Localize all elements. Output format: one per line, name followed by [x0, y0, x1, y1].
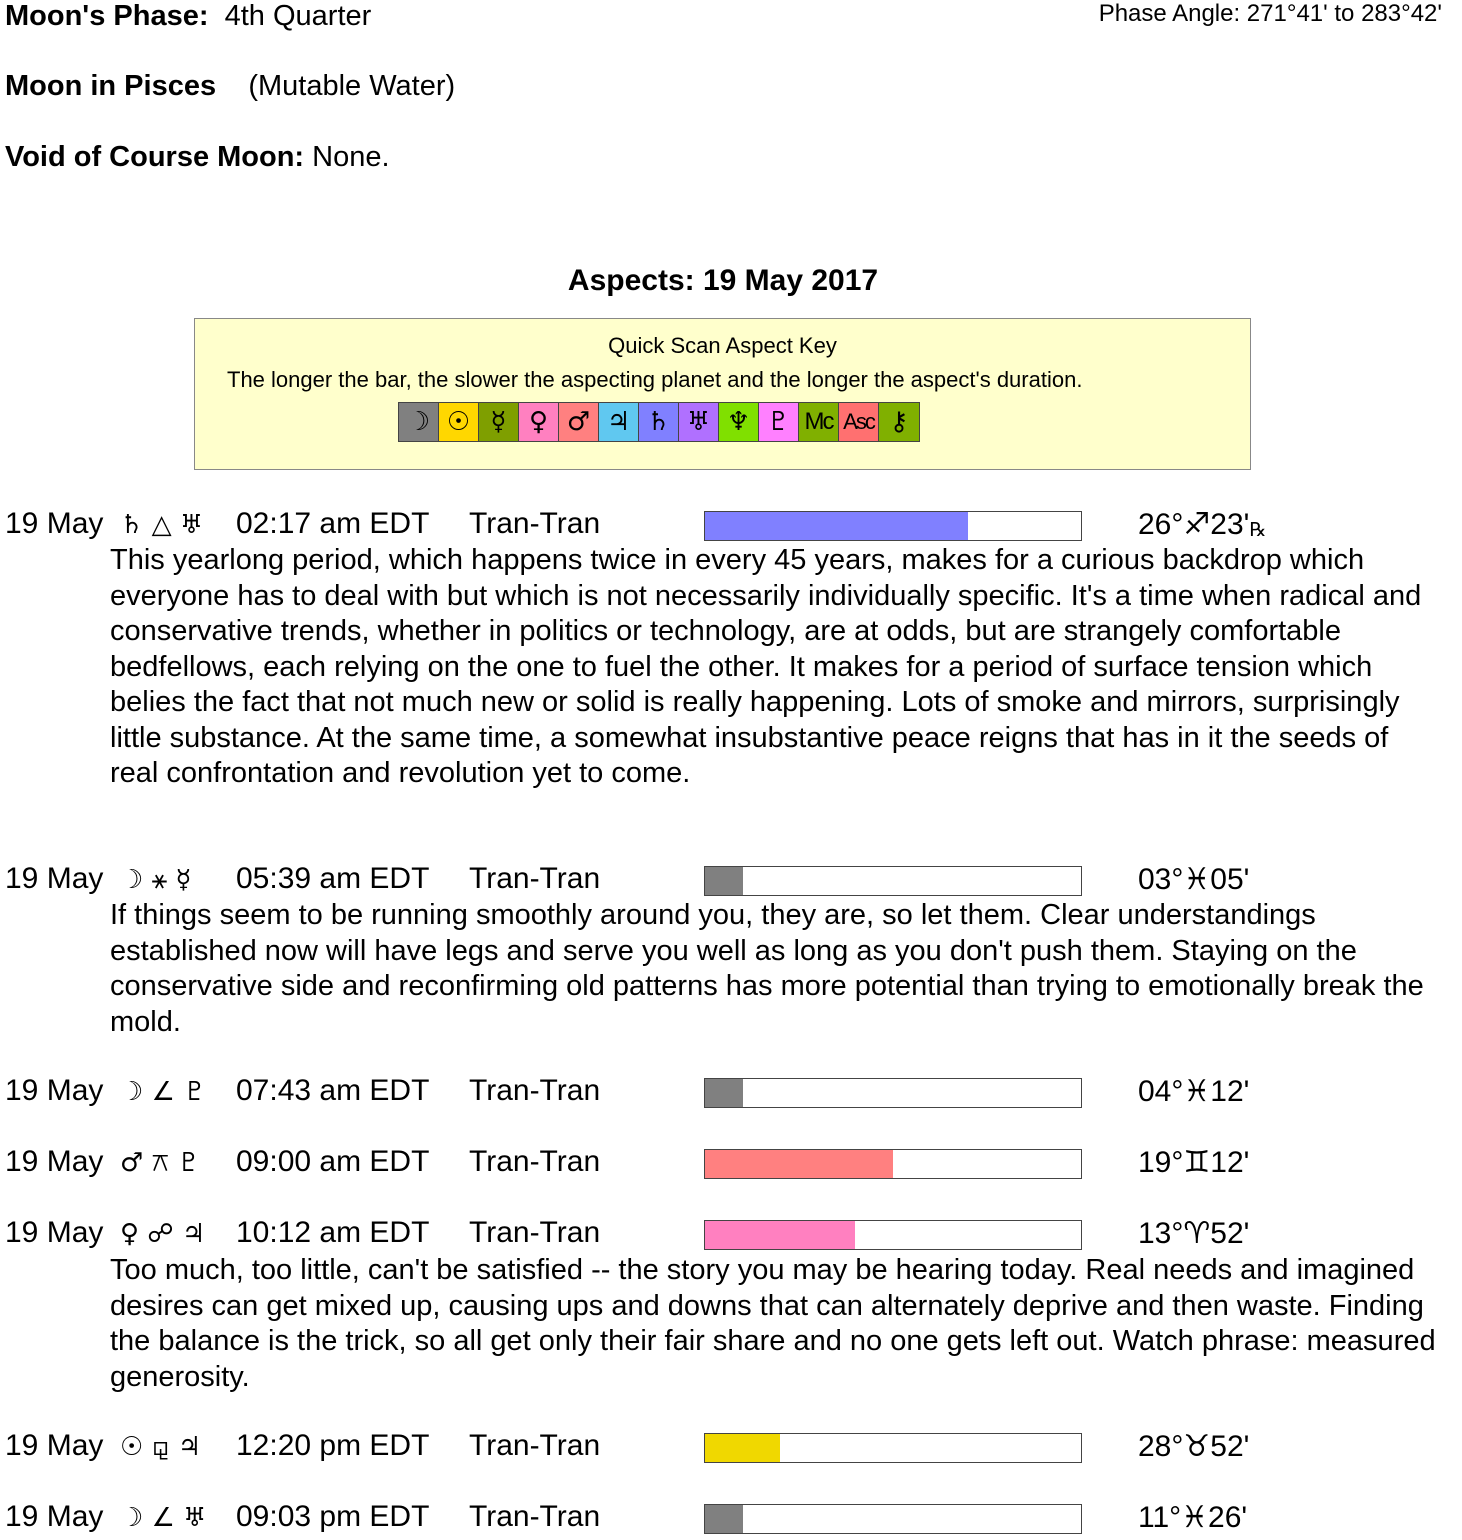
moon-phase — [5, 0, 371, 33]
moon-sign-value: (Mutable Water) — [248, 70, 456, 102]
jupiter-key-icon: ♃ — [599, 403, 639, 441]
duration-bar-fill — [705, 512, 968, 540]
aspect-key-box — [194, 318, 1251, 470]
aspect-row — [0, 862, 1462, 902]
aspect-row — [0, 1145, 1462, 1185]
aspect-position-text: 04°♓12' — [1138, 1075, 1250, 1108]
aspect-position-text: 19°♊12' — [1138, 1146, 1250, 1179]
aspect-position-text: 13°♈52' — [1138, 1217, 1250, 1250]
aspect-glyphs: ☽ ⚹ ☿ — [120, 865, 192, 895]
aspect-position — [1138, 1074, 1249, 1109]
duration-bar — [704, 1220, 1082, 1250]
aspect-date: 19 May — [5, 862, 104, 895]
void-of-course-value: None. — [312, 141, 390, 173]
aspect-position-text: 28°♉52' — [1138, 1430, 1250, 1463]
duration-bar — [704, 1504, 1082, 1534]
aspect-time: 07:43 am EDT — [236, 1074, 430, 1107]
aspect-glyphs: ♄ △ ♅ — [120, 510, 204, 540]
aspect-type: Tran-Tran — [469, 507, 601, 540]
void-of-course — [5, 141, 390, 174]
aspect-type: Tran-Tran — [469, 1500, 601, 1533]
chiron-key-icon: ⚷ — [879, 403, 919, 441]
aspect-glyphs: ♀ ☍ ♃ — [120, 1219, 206, 1249]
aspect-time: 05:39 am EDT — [236, 862, 430, 895]
aspect-date: 19 May — [5, 1429, 104, 1462]
retrograde-icon: ℞ — [1249, 520, 1267, 541]
pluto-key-icon: ♇ — [759, 403, 799, 441]
aspect-row — [0, 1500, 1462, 1540]
duration-bar — [704, 1149, 1082, 1179]
duration-bar — [704, 1433, 1082, 1463]
sun-key-icon: ☉ — [439, 403, 479, 441]
aspect-type: Tran-Tran — [469, 862, 601, 895]
moon-sign-label: Moon in Pisces — [5, 70, 217, 102]
aspect-description: Too much, too little, can't be satisfied -- the story you may be hearing today. Real needs and imagined desires can get mixed up, causing ups and downs that can alternately deprive and then waste. Finding the balance is the trick, so all get only their fair share and no one gets left out. Watch phrase: measured generosity. — [110, 1254, 1436, 1393]
mercury-key-icon: ☿ — [479, 403, 519, 441]
aspect-position — [1138, 862, 1249, 897]
aspect-position — [1138, 1145, 1249, 1180]
aspect-glyphs: ♂ ⚻ ♇ — [120, 1148, 201, 1178]
aspect-key-title: Quick Scan Aspect Key — [608, 333, 837, 358]
aspect-time: 09:03 pm EDT — [236, 1500, 430, 1533]
aspect-type: Tran-Tran — [469, 1145, 601, 1178]
aspect-row — [0, 1216, 1462, 1256]
ascendant-key-icon: Asc — [839, 403, 879, 441]
aspect-type: Tran-Tran — [469, 1429, 601, 1462]
duration-bar — [704, 1078, 1082, 1108]
aspect-position — [1138, 507, 1266, 542]
duration-bar-fill — [705, 1221, 855, 1249]
aspect-date: 19 May — [5, 1145, 104, 1178]
duration-bar-fill — [705, 1434, 780, 1462]
aspect-key-description: The longer the bar, the slower the aspecting planet and the longer the aspect's duration. — [227, 367, 1083, 392]
neptune-key-icon: ♆ — [719, 403, 759, 441]
aspect-row — [0, 1074, 1462, 1114]
aspect-position-text: 26°♐23' — [1138, 508, 1250, 541]
aspect-glyphs: ☽ ∠ ♅ — [120, 1503, 207, 1533]
aspect-position — [1138, 1500, 1247, 1535]
aspect-type: Tran-Tran — [469, 1074, 601, 1107]
moon-sign — [5, 70, 455, 103]
duration-bar-fill — [705, 1079, 743, 1107]
aspect-key-strip — [398, 402, 920, 442]
aspect-position — [1138, 1429, 1249, 1464]
phase-angle: Phase Angle: 271°41' to 283°42' — [1098, 0, 1442, 27]
venus-key-icon: ♀ — [519, 403, 559, 441]
aspect-description: This yearlong period, which happens twice in every 45 years, makes for a curious backdrop which everyone has to deal with but which is not necessarily individually specific. It's a time when radical and conservative trends, whether in politics or technology, are at odds, but are strangely comfortable bedfellows, each relying on the one to fuel the other. It makes for a period of surface tension which belies the fact that not much new or solid is really happening. Lots of smoke and mirrors, surprisingly little substance. At the same time, a somewhat insubstantive peace reigns that has in it the seeds of real confrontation and revolution yet to come. — [110, 544, 1422, 789]
aspects-title: Aspects: 19 May 2017 — [567, 264, 879, 297]
moon-phase-label: Moon's Phase: — [5, 0, 209, 32]
duration-bar — [704, 511, 1082, 541]
aspect-time: 02:17 am EDT — [236, 507, 430, 540]
duration-bar-fill — [705, 1505, 743, 1533]
aspect-position-text: 11°♓26' — [1138, 1501, 1248, 1534]
duration-bar — [704, 866, 1082, 896]
aspect-date: 19 May — [5, 1216, 104, 1249]
saturn-key-icon: ♄ — [639, 403, 679, 441]
aspect-date: 19 May — [5, 1500, 104, 1533]
aspect-glyphs: ☉ ⚼ ♃ — [120, 1432, 202, 1462]
aspect-date: 19 May — [5, 507, 104, 540]
aspect-time: 09:00 am EDT — [236, 1145, 430, 1178]
aspect-row — [0, 1429, 1462, 1469]
aspect-position-text: 03°♓05' — [1138, 863, 1250, 896]
aspect-type: Tran-Tran — [469, 1216, 601, 1249]
aspect-time: 10:12 am EDT — [236, 1216, 430, 1249]
mars-key-icon: ♂ — [559, 403, 599, 441]
void-of-course-label: Void of Course Moon: — [5, 141, 305, 173]
uranus-key-icon: ♅ — [679, 403, 719, 441]
midheaven-key-icon: Mc — [799, 403, 839, 441]
moon-key-icon: ☽ — [399, 403, 439, 441]
aspect-date: 19 May — [5, 1074, 104, 1107]
duration-bar-fill — [705, 1150, 893, 1178]
aspect-position — [1138, 1216, 1249, 1251]
duration-bar-fill — [705, 867, 743, 895]
moon-phase-value: 4th Quarter — [224, 0, 372, 32]
aspect-time: 12:20 pm EDT — [236, 1429, 430, 1462]
aspect-row — [0, 507, 1462, 547]
aspect-glyphs: ☽ ∠ ♇ — [120, 1077, 207, 1107]
aspect-description: If things seem to be running smoothly around you, they are, so let them. Clear understandings established now will have legs and serve you well as long as you don't push them. Staying on the conservative side and reconfirming old patterns has more potential than trying to emotionally break the mold. — [110, 899, 1424, 1038]
